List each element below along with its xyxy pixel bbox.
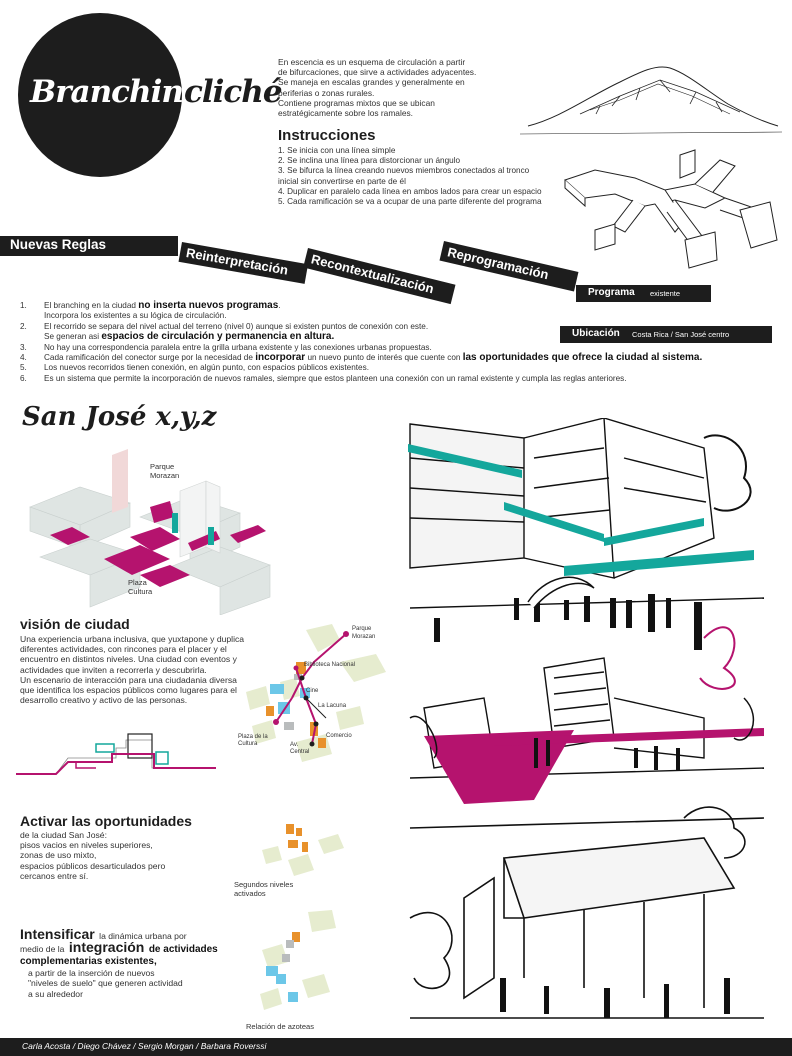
intensificar-text: a partir de la inserción de nuevos [28, 968, 155, 979]
rule-text: Cada ramificación del conector surge por la necesidad de [44, 353, 253, 363]
rule-number: 1. [20, 301, 27, 310]
rule-item [20, 374, 760, 384]
band-label: Reinterpretación [184, 245, 290, 278]
vision-text [20, 634, 260, 705]
footer-bar [0, 1038, 792, 1056]
title-branching: Branching [30, 74, 204, 110]
band-label: Programa [588, 287, 635, 298]
map-label-plaza: Plaza de la [238, 734, 268, 740]
instruction-item: 1. Se inicia con una línea simple [278, 146, 396, 155]
sanjose-title: San José x,y,z [22, 402, 217, 432]
rule-item [20, 322, 760, 343]
intensificar-text: a su alrededor [28, 988, 83, 999]
intro-line: periferias o zonas rurales. [278, 87, 375, 98]
mountain-branching-sketch [520, 52, 782, 136]
intro-line: de bifurcaciones, que sirve a actividades adyacentes. [278, 67, 477, 78]
intensificar-text: "niveles de suelo" que generen actividad [28, 978, 183, 989]
rule-text: No hay una correspondencia paralela entre la grilla urbana existente y las conexiones urbanas propuestas. [44, 342, 432, 352]
map-label-parque: Parque [352, 626, 372, 632]
urban-sketches-panel [404, 418, 772, 1038]
instructions-list [278, 146, 578, 207]
vision-line: Una experiencia urbana inclusiva, que yuxtapone y duplica [20, 634, 245, 644]
map-label-av: Av. [290, 742, 299, 748]
rule-number: 5. [20, 363, 27, 373]
activar-line: espacios públicos desarticulados pero [20, 860, 166, 871]
map-label-cultura: Cultura [238, 741, 258, 747]
second-levels-map [258, 820, 348, 878]
band-sublabel: Costa Rica / San José centro [632, 330, 730, 339]
vision-line: que identifica los espacios públicos como lugares para el [20, 685, 237, 696]
intensificar-block [20, 928, 240, 999]
rule-number: 6. [20, 373, 27, 383]
band-recontextualizacion [303, 248, 455, 304]
activar-heading: Activar las oportunidades [20, 813, 192, 829]
rule-number: 3. [20, 342, 27, 352]
activar-line: pisos vacios en niveles superiores, [20, 840, 153, 851]
vision-heading: visión de ciudad [20, 616, 130, 632]
rule-text: Se generan asi [44, 332, 100, 342]
rule-emphasis: incorporar [255, 352, 306, 364]
rule-text: . [278, 301, 281, 310]
rule-text: un nuevo punto de interés que cuente con [307, 353, 461, 363]
map-label-central: Central [290, 749, 310, 755]
caption-relacion-azoteas: Relación de azoteas [246, 1022, 314, 1031]
instruction-item: 5. Cada ramificación se va a ocupar de una parte diferente del programa [278, 197, 542, 207]
rule-number: 2. [20, 321, 27, 331]
intensificar-emphasis: complementarias existentes, [20, 956, 157, 968]
label-parque-morazan: Parque Morazan [150, 462, 180, 480]
rooftop-relation-map [252, 910, 342, 1022]
instructions-heading: Instrucciones [278, 127, 376, 144]
intro-line: En escencia es un esquema de circulación a partir [278, 57, 466, 67]
rule-item [20, 363, 760, 373]
band-nuevas-reglas [0, 236, 178, 256]
vision-line: encuentro en distintos niveles. Una ciudad con eventos y [20, 654, 237, 665]
vision-line: Un escenario de interacción para una ciudadania diversa [20, 674, 237, 685]
intensificar-text: medio de la [20, 944, 65, 955]
instruction-item: 3. Se bifurca la línea creando nuevos miembros conectados al tronco [278, 166, 530, 176]
instruction-item: 2. Se inclina una línea para distorcionar un ángulo [278, 156, 461, 166]
band-sublabel: existente [650, 289, 681, 298]
section-elevation-sketch [16, 728, 216, 782]
map-label-morazan: Morazan [352, 634, 376, 640]
band-programa [576, 285, 711, 302]
caption-segundos-niveles: Segundos niveles activados [234, 880, 294, 898]
rule-emphasis: las oportunidades que ofrece la ciudad al sistema. [462, 352, 703, 364]
instruction-item: inicial sin convertirse en parte de él [278, 176, 406, 186]
rule-item [20, 301, 760, 322]
intensificar-emphasis: de actividades [148, 944, 218, 956]
intensificar-heading: Intensificar [20, 926, 95, 942]
branching-volume-sketch [555, 140, 781, 275]
rule-text: El branching en la ciudad [44, 301, 136, 310]
map-label-lacuna: La Lacuna [318, 703, 347, 709]
map-label-comercio: Comercio [326, 733, 352, 739]
band-label: Ubicación [572, 328, 620, 339]
intro-line: Se maneja en escalas grandes y generalmente en [278, 77, 465, 88]
intro-line: estratégicamente sobre los ramales. [278, 108, 413, 119]
vision-line: actividades que inviten a recorrerla y descubrirla. [20, 664, 207, 675]
intensificar-emphasis: integración [68, 939, 145, 956]
intro-line: Contiene programas mixtos que se ubican [278, 97, 435, 108]
instruction-item: 4. Duplicar en paralelo cada línea en ambos lados para crear un espacio [278, 186, 542, 196]
band-label: Recontextualización [309, 251, 436, 297]
band-label: Nuevas Reglas [10, 237, 107, 252]
activar-line: zonas de uso mixto, [20, 850, 97, 861]
rule-text: Los nuevos recorridos tienen conexión, en algún punto, con espacios públicos existentes. [44, 363, 369, 373]
footer-authors: Carla Acosta / Diego Chávez / Sergio Morgan / Barbara Roverssi [22, 1041, 267, 1051]
band-label: Reprogramación [446, 244, 551, 283]
rule-text: Incorpora los existentes a su lógica de circulación. [44, 311, 227, 321]
rule-emphasis: no inserta nuevos programas [138, 300, 279, 311]
rule-item [20, 353, 760, 363]
rule-emphasis: espacios de circulación y permanencia en altura. [101, 331, 335, 343]
activar-text [20, 830, 230, 881]
title-cliche: cliché [184, 74, 282, 110]
band-reinterpretacion [179, 242, 309, 284]
map-label-biblioteca: Biblioteca Nacional [304, 662, 356, 668]
intro-paragraph [278, 57, 528, 118]
activar-line: de la ciudad San José: [20, 830, 107, 840]
activar-line: cercanos entre sí. [20, 870, 89, 881]
rules-list [20, 301, 760, 384]
label-plaza-cultura: Plaza Cultura [128, 578, 153, 596]
rule-number: 4. [20, 353, 27, 363]
city-network-map [236, 622, 396, 772]
map-label-cine: Cine [306, 688, 319, 694]
sketch-top [410, 418, 764, 608]
intensificar-text: la dinámica urbana por [99, 931, 187, 941]
vision-line: desarrollo creativo y activo de las personas. [20, 695, 188, 706]
vision-line: diferentes actividades, con rincones para el placer y el [20, 644, 227, 655]
rule-text: El recorrido se separa del nivel actual del terreno (nivel 0) aunque si existen puntos de conexión con este. [44, 321, 429, 331]
rule-text: Es un sistema que permite la incorporación de nuevos ramales, siempre que estos planteen una conexión con un ramal existente y cumpla las reglas anteriores. [44, 373, 627, 383]
